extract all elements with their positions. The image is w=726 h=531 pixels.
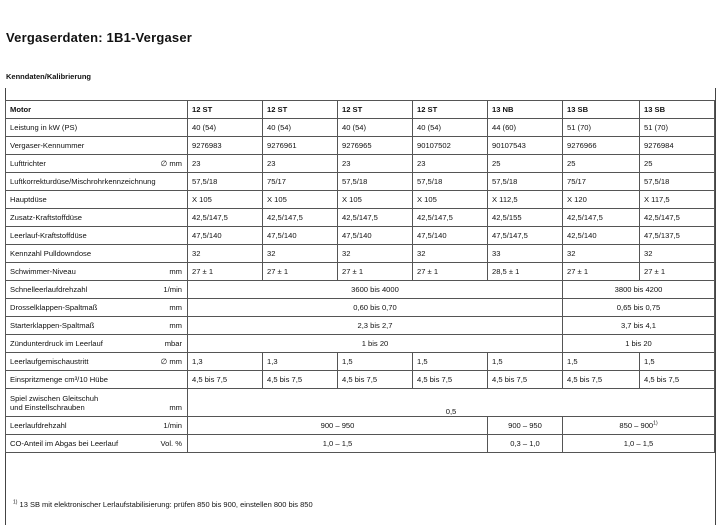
row-label xyxy=(6,227,188,245)
footnote-text: 13 SB mit elektronischer Lerlaufstabilisierung: prüfen 850 bis 900, einstellen 800 bis 850 xyxy=(19,500,313,509)
table-cell: X 105 xyxy=(263,191,338,209)
table-cell: X 105 xyxy=(413,191,488,209)
table-cell: 32 xyxy=(263,245,338,263)
header-label: Motor xyxy=(6,101,188,119)
table-cell: 0,65 bis 0,75 xyxy=(563,299,715,317)
table-cell: 40 (54) xyxy=(338,119,413,137)
table-cell: 42,5/147,5 xyxy=(338,209,413,227)
table-cell: 25 xyxy=(488,155,563,173)
table-cell: 1,0 – 1,5 xyxy=(188,435,488,453)
table-cell: 27 ± 1 xyxy=(640,263,715,281)
table-cell: 1,5 xyxy=(413,353,488,371)
row-unit: mm xyxy=(169,267,182,276)
row-label-text: Zusatz-Kraftstoffdüse xyxy=(10,213,83,222)
table-cell: X 117,5 xyxy=(640,191,715,209)
row-label xyxy=(6,389,188,417)
row-label-text: Drosselklappen-Spaltmaß xyxy=(10,303,98,312)
table-row xyxy=(6,227,715,245)
row-label xyxy=(6,263,188,281)
row-label-text: und Einstellschrauben xyxy=(10,402,85,412)
row-label-text: Hauptdüse xyxy=(10,195,47,204)
table-cell: X 120 xyxy=(563,191,640,209)
table-cell: 51 (70) xyxy=(640,119,715,137)
row-label xyxy=(6,209,188,227)
table-row xyxy=(6,417,715,435)
row-label xyxy=(6,119,188,137)
table-cell: 47,5/140 xyxy=(188,227,263,245)
table-cell: 2,3 bis 2,7 xyxy=(188,317,563,335)
table-cell: 42,5/147,5 xyxy=(640,209,715,227)
table-cell: X 112,5 xyxy=(488,191,563,209)
row-label xyxy=(6,155,188,173)
table-row xyxy=(6,335,715,353)
table-cell: 9276961 xyxy=(263,137,338,155)
table-cell: 4,5 bis 7,5 xyxy=(640,371,715,389)
page-title: Vergaserdaten: 1B1-Vergaser xyxy=(6,30,193,45)
table-cell: 47,5/137,5 xyxy=(640,227,715,245)
table-cell: 32 xyxy=(563,245,640,263)
table-cell: 4,5 bis 7,5 xyxy=(563,371,640,389)
row-label-text: Luftkorrekturdüse/Mischrohrkennzeichnung xyxy=(10,177,156,186)
row-unit: ∅ mm xyxy=(160,357,182,366)
table-cell: 27 ± 1 xyxy=(563,263,640,281)
table-cell: 40 (54) xyxy=(188,119,263,137)
table-cell: 1,3 xyxy=(188,353,263,371)
row-unit: mm xyxy=(169,303,182,312)
table-cell: 25 xyxy=(563,155,640,173)
table-cell: 4,5 bis 7,5 xyxy=(413,371,488,389)
row-unit: mm xyxy=(169,321,182,330)
table-cell: 90107543 xyxy=(488,137,563,155)
table-cell: 4,5 bis 7,5 xyxy=(338,371,413,389)
table-cell: 42,5/147,5 xyxy=(413,209,488,227)
row-label-text: Spiel zwischen Gleitschuh xyxy=(10,393,99,403)
table-cell: 3800 bis 4200 xyxy=(563,281,715,299)
table-cell: 1,0 – 1,5 xyxy=(563,435,715,453)
table-row xyxy=(6,245,715,263)
table-row xyxy=(6,119,715,137)
row-unit: mm xyxy=(169,402,182,412)
column-header: 13 SB xyxy=(640,101,715,119)
column-header: 13 NB xyxy=(488,101,563,119)
row-label-text: Lufttrichter xyxy=(10,159,46,168)
table-cell: 47,5/140 xyxy=(263,227,338,245)
table-cell: 75/17 xyxy=(263,173,338,191)
table-cell xyxy=(563,417,715,435)
table-row xyxy=(6,191,715,209)
table-cell: 4,5 bis 7,5 xyxy=(188,371,263,389)
table-row xyxy=(6,209,715,227)
row-label-text: Einspritzmenge cm³/10 Hübe xyxy=(10,375,108,384)
row-label xyxy=(6,435,188,453)
table-cell: 42,5/147,5 xyxy=(263,209,338,227)
row-label xyxy=(6,335,188,353)
table-cell: 57,5/18 xyxy=(488,173,563,191)
row-label-text: Schnelleerlaufdrehzahl xyxy=(10,285,88,294)
table-cell: 32 xyxy=(640,245,715,263)
row-label-text: Leerlaufdrehzahl xyxy=(10,421,67,430)
cell-text: 850 – 900 xyxy=(619,421,654,430)
table-cell: 1 bis 20 xyxy=(563,335,715,353)
table-cell: 47,5/147,5 xyxy=(488,227,563,245)
table-cell: 3,7 bis 4,1 xyxy=(563,317,715,335)
row-label xyxy=(6,191,188,209)
table-row xyxy=(6,263,715,281)
table-cell: 1,5 xyxy=(338,353,413,371)
column-header: 12 ST xyxy=(263,101,338,119)
row-label xyxy=(6,281,188,299)
table-cell: 75/17 xyxy=(563,173,640,191)
table-row xyxy=(6,353,715,371)
table-cell: 42,5/147,5 xyxy=(563,209,640,227)
row-unit: 1/min xyxy=(163,285,182,294)
table-cell: 44 (60) xyxy=(488,119,563,137)
row-label xyxy=(6,317,188,335)
table-cell: 9276966 xyxy=(563,137,640,155)
row-label-text: Leerlaufgemischaustritt xyxy=(10,357,89,366)
table-cell: 1,5 xyxy=(563,353,640,371)
table-cell: 28,5 ± 1 xyxy=(488,263,563,281)
table-cell: 9276965 xyxy=(338,137,413,155)
table-cell: 23 xyxy=(413,155,488,173)
table-cell: X 105 xyxy=(188,191,263,209)
table-cell: 900 – 950 xyxy=(188,417,488,435)
table-cell: 1,5 xyxy=(640,353,715,371)
table-row xyxy=(6,155,715,173)
row-label-text: Leerlauf-Kraftstoffdüse xyxy=(10,231,87,240)
carburetor-data-table xyxy=(5,100,715,453)
row-label xyxy=(6,137,188,155)
table-cell: 0,60 bis 0,70 xyxy=(188,299,563,317)
row-label xyxy=(6,371,188,389)
table-cell: 57,5/18 xyxy=(188,173,263,191)
footnote-ref: 1) xyxy=(653,420,658,427)
column-header: 13 SB xyxy=(563,101,640,119)
table-cell: 900 – 950 xyxy=(488,417,563,435)
table-cell: 32 xyxy=(413,245,488,263)
row-unit: ∅ mm xyxy=(160,159,182,168)
row-label xyxy=(6,353,188,371)
table-cell: 47,5/140 xyxy=(413,227,488,245)
table-cell: X 105 xyxy=(338,191,413,209)
table-cell: 1,5 xyxy=(488,353,563,371)
table-cell: 27 ± 1 xyxy=(338,263,413,281)
table-cell: 57,5/18 xyxy=(338,173,413,191)
table-cell: 4,5 bis 7,5 xyxy=(263,371,338,389)
table-cell: 47,5/140 xyxy=(338,227,413,245)
table-cell: 1 bis 20 xyxy=(188,335,563,353)
row-unit: 1/min xyxy=(163,421,182,430)
table-cell: 42,5/140 xyxy=(563,227,640,245)
table-cell: 33 xyxy=(488,245,563,263)
row-label-text: Kennzahl Pulldowndose xyxy=(10,249,92,258)
table-cell: 51 (70) xyxy=(563,119,640,137)
table-row xyxy=(6,173,715,191)
table-row xyxy=(6,371,715,389)
table-row xyxy=(6,435,715,453)
table-cell: 42,5/147,5 xyxy=(188,209,263,227)
footnote xyxy=(13,500,313,509)
row-unit: mbar xyxy=(164,339,182,348)
table-row xyxy=(6,281,715,299)
table-row xyxy=(6,137,715,155)
table-row xyxy=(6,389,715,417)
row-label-text: Starterklappen-Spaltmaß xyxy=(10,321,95,330)
row-label xyxy=(6,417,188,435)
row-label xyxy=(6,245,188,263)
row-label-text: Schwimmer-Niveau xyxy=(10,267,76,276)
table-row xyxy=(6,317,715,335)
row-label xyxy=(6,173,188,191)
table-cell: 32 xyxy=(188,245,263,263)
table-cell: 0,3 – 1,0 xyxy=(488,435,563,453)
column-header: 12 ST xyxy=(413,101,488,119)
table-cell: 40 (54) xyxy=(413,119,488,137)
table-row xyxy=(6,299,715,317)
table-cell: 25 xyxy=(640,155,715,173)
table-cell: 27 ± 1 xyxy=(188,263,263,281)
column-header: 12 ST xyxy=(338,101,413,119)
table-cell: 42,5/155 xyxy=(488,209,563,227)
table-cell: 9276984 xyxy=(640,137,715,155)
table-cell: 27 ± 1 xyxy=(413,263,488,281)
table-row xyxy=(6,101,715,119)
table-cell: 32 xyxy=(338,245,413,263)
footnote-mark: 1) xyxy=(13,499,18,506)
row-label-text: Vergaser-Kennummer xyxy=(10,141,85,150)
row-label xyxy=(6,299,188,317)
table-cell: 3600 bis 4000 xyxy=(188,281,563,299)
row-unit: Vol. % xyxy=(160,439,182,448)
table-cell: 90107502 xyxy=(413,137,488,155)
table-cell: 57,5/18 xyxy=(640,173,715,191)
table-cell: 23 xyxy=(263,155,338,173)
row-label-text: CO-Anteil im Abgas bei Leerlauf xyxy=(10,439,119,448)
table-cell: 9276983 xyxy=(188,137,263,155)
row-label-text: Leistung in kW (PS) xyxy=(10,123,78,132)
row-label-text: Zündunterdruck im Leerlauf xyxy=(10,339,103,348)
table-cell: 23 xyxy=(188,155,263,173)
section-title: Kenndaten/Kalibrierung xyxy=(6,72,92,81)
table-cell: 57,5/18 xyxy=(413,173,488,191)
column-header: 12 ST xyxy=(188,101,263,119)
table-cell: 27 ± 1 xyxy=(263,263,338,281)
table-cell: 0,5 xyxy=(188,389,715,417)
table-cell: 4,5 bis 7,5 xyxy=(488,371,563,389)
table-cell: 40 (54) xyxy=(263,119,338,137)
table-cell: 1,3 xyxy=(263,353,338,371)
table-cell: 23 xyxy=(338,155,413,173)
